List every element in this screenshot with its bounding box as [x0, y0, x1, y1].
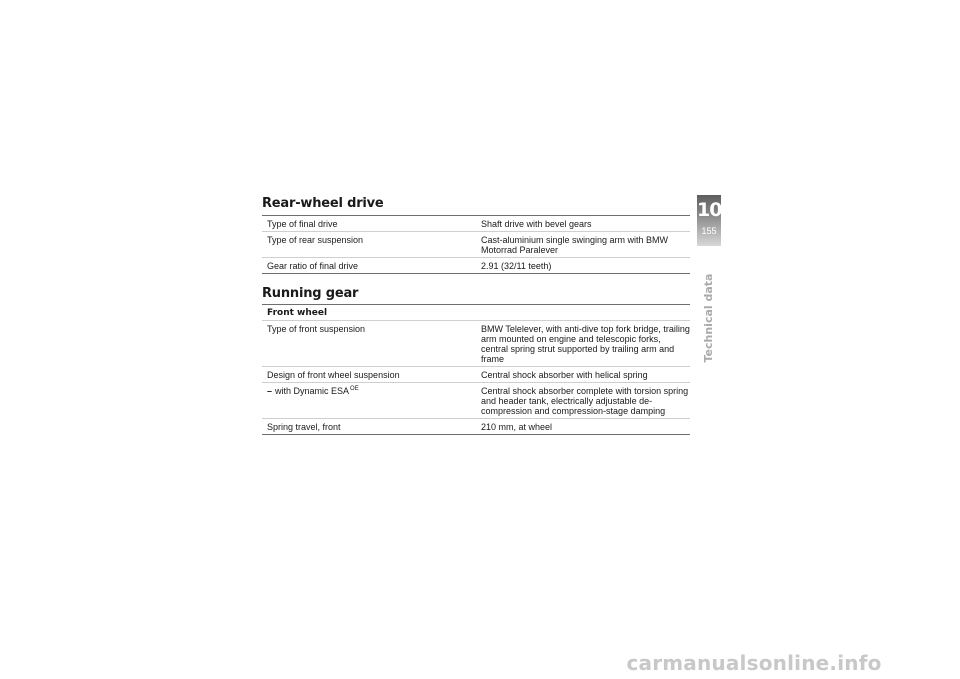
table-row [262, 231, 690, 257]
rear-wheel-drive-table [262, 215, 690, 274]
row-label: Type of rear suspension [267, 235, 364, 245]
row-label: Gear ratio of final drive [267, 261, 359, 271]
row-label-text: with Dynamic ESA [275, 386, 350, 396]
chapter-number: 10 [697, 199, 722, 221]
row-label: Type of final drive [267, 219, 338, 229]
row-label-group [262, 383, 481, 418]
chapter-tab [697, 195, 721, 246]
row-label [275, 386, 359, 396]
footnote-marker: OE [350, 386, 359, 392]
spec-content [262, 194, 690, 435]
row-value: 210 mm, at wheel [481, 422, 553, 432]
subheading-front-wheel: Front wheel [262, 305, 690, 321]
section-title-rear-wheel-drive: Rear-wheel drive [262, 196, 384, 211]
row-label: Type of front suspension [267, 324, 366, 334]
running-gear-table [262, 304, 690, 435]
row-value: BMW Telelever, with anti-dive top fork bridge, trailing arm mounted on engine and telescopic forks, central spring strut supported by trailing arm and frame [481, 324, 690, 364]
table-row [262, 257, 690, 273]
chapter-title: Technical data [702, 273, 715, 363]
row-value: Central shock absorber complete with torsion spring and header tank, electrically adjustable de-compression and compression-stage damping [481, 386, 689, 416]
table-row [262, 418, 690, 434]
table-row [262, 382, 690, 418]
table-row [262, 321, 690, 366]
section-title-running-gear: Running gear [262, 286, 359, 301]
dash-bullet: – [267, 386, 273, 396]
watermark: carmanualsonline.info [626, 651, 882, 675]
table-row [262, 366, 690, 382]
page-number: 155 [701, 226, 717, 236]
row-value: Central shock absorber with helical spring [481, 370, 648, 380]
row-value: Cast-aluminium single swinging arm with BMW Motorrad Paralever [481, 235, 669, 255]
row-value: 2.91 (32/11 teeth) [481, 261, 552, 271]
row-value: Shaft drive with bevel gears [481, 219, 592, 229]
row-label: Spring travel, front [267, 422, 341, 432]
table-row [262, 216, 690, 231]
row-label: Design of front wheel suspension [267, 370, 400, 380]
